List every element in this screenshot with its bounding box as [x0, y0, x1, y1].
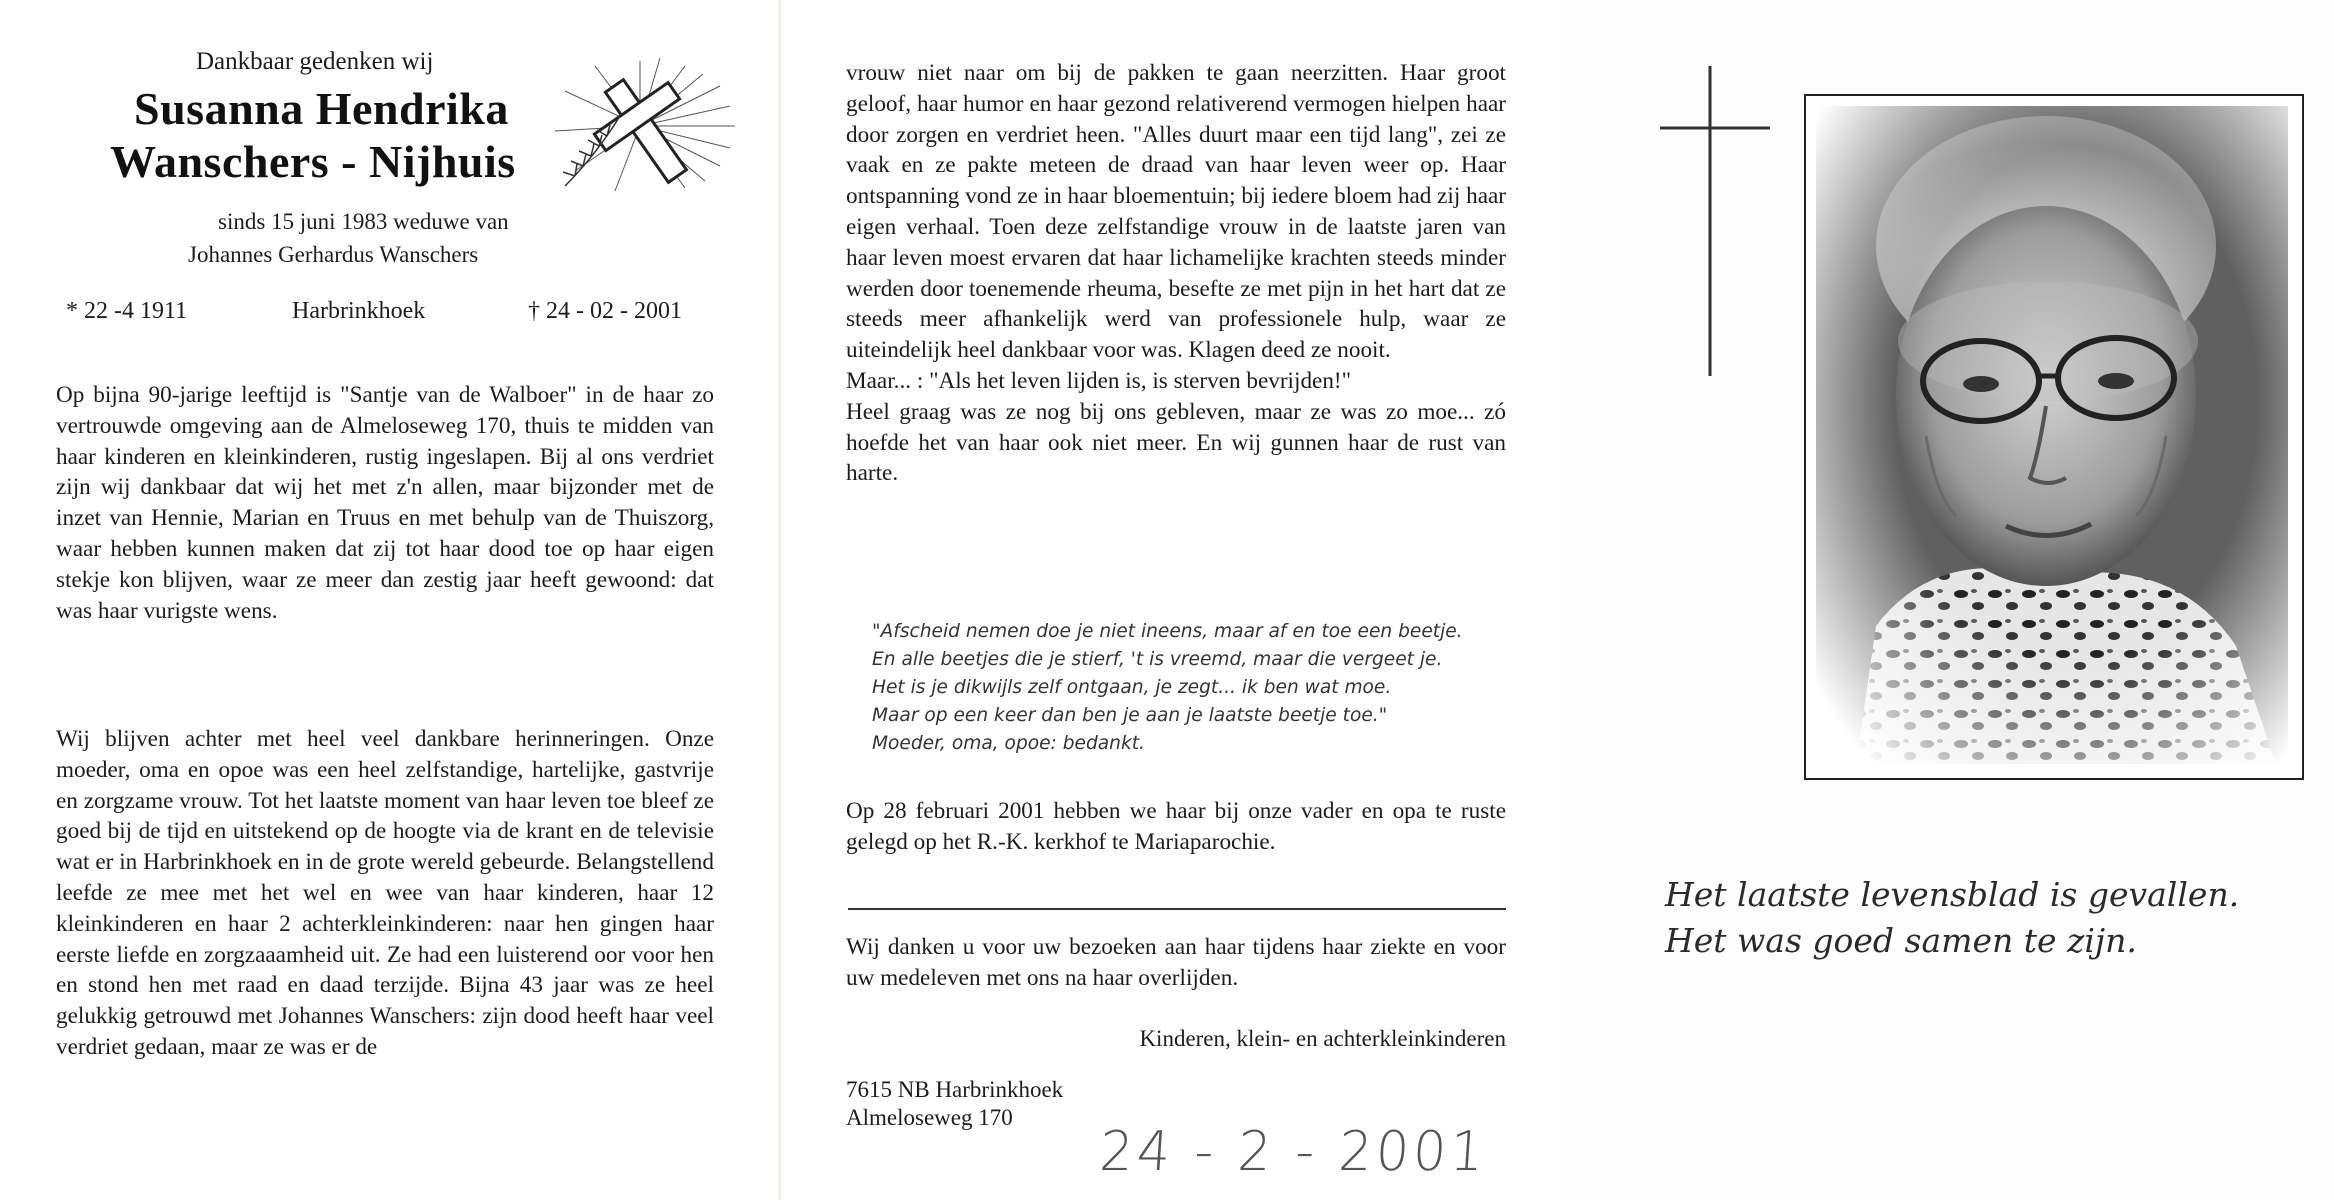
poem-line: "Afscheid nemen doe je niet ineens, maar af en toe een beetje. [872, 621, 1463, 642]
quote-line: Maar... : "Als het leven lijden is, is sterven bevrijden!" [846, 367, 1352, 394]
death-date: † 24 - 02 - 2001 [528, 298, 682, 324]
portrait-illustration [1816, 106, 2288, 764]
closing-quote [1665, 872, 2239, 964]
poem-line: Maar op een keer dan ben je aan je laatste beetje toe." [872, 705, 1388, 726]
paragraph-life [846, 58, 1506, 489]
portrait-photo-frame [1804, 94, 2304, 780]
paragraph-text: Heel graag was ze nog bij ons gebleven, maar ze was zo moe... zó hoefde het van haar ook niet meer. En wij gunnen haar de rust van harte. [846, 398, 1506, 487]
middle-panel [780, 0, 1560, 1200]
handwritten-date: 24 - 2 - 2001 [1097, 1120, 1490, 1184]
deceased-name-first: Susanna Hendrika [134, 83, 509, 134]
portrait-photo [1816, 106, 2292, 768]
deceased-name-last: Wanschers - Nijhuis [110, 136, 516, 187]
farewell-poem [872, 618, 1463, 758]
spouse-name: Johannes Gerhardus Wanschers [188, 242, 479, 267]
right-panel [1560, 0, 2334, 1200]
address [846, 1076, 1063, 1132]
paragraph-text: Op bijna 90-jarige leeftijd is "Santje van de Walboer" in de haar zo vertrouwde omgeving aan de Almeloseweg 170, thuis te midden van haar kinderen en kleinkinderen, rustig ingeslapen. Bij al ons verdriet zijn wij dankbaar dat wij het met z'n allen, maar bijzonder met de inzet van Hennie, Marian en Truus en met behulp van de Thuiszorg, waar hebben kunnen maken dat zij tot haar dood toe op haar eigen stekje kon blijven, waar ze meer dan zestig jaar heeft gewoond: dat was haar vurigste wens. [56, 382, 714, 624]
poem-line: En alle beetjes die je stierf, 't is vreemd, maar die vergeet je. [872, 649, 1443, 670]
paragraph-burial [846, 796, 1506, 858]
quote-line: Het was goed samen te zijn. [1665, 921, 2137, 960]
birth-date: * 22 -4 1911 [66, 298, 188, 324]
paragraph-passing [56, 380, 714, 626]
quote-line: Het laatste levensblad is gevallen. [1665, 875, 2240, 914]
paragraph-memories [56, 724, 714, 1063]
paragraph-text: vrouw niet naar om bij de pakken te gaan neerzitten. Haar groot geloof, haar humor en haar gezond relativerend vermogen hielpen haar door zorgen en verdriet heen. "Alles duurt maar een tijd lang", zei ze vaak en ze pakte meteen de draad van haar leven weer op. Haar ontspanning vond ze in haar bloementuin; bij iedere bloem had zij haar eigen verhaal. Toen deze zelfstandige vrouw in de laatste jaren van haar leven moest ervaren dat haar lichamelijke krachten steeds minder werden door toenemende rheuma, besefte ze met pijn in het hart dat ze steeds meer afhankelijk werd van professionele hulp, waar ze uiteindelijk heel dankbaar voor was. Klagen deed ze nooit. [846, 60, 1506, 364]
poem-line: Het is je dikwijls zelf ontgaan, je zegt... ik ben wat moe. [872, 677, 1392, 698]
cross-with-rays-icon [535, 56, 745, 196]
address-line: Almeloseweg 170 [846, 1105, 1013, 1130]
paragraph-thanks [846, 932, 1506, 994]
paragraph-text: Wij danken u voor uw bezoeken aan haar tijdens haar ziekte en voor uw medeleven met ons na haar overlijden. [846, 934, 1506, 991]
widow-statement [188, 205, 509, 271]
paragraph-text: Op 28 februari 2001 hebben we haar bij onze vader en opa te ruste gelegd op het R.-K. kerkhof te Mariaparochie. [846, 798, 1506, 855]
poem-line: Moeder, oma, opoe: bedankt. [872, 733, 1145, 754]
paragraph-text: Wij blijven achter met heel veel dankbare herinneringen. Onze moeder, oma en opoe was een heel zelfstandige, hartelijke, gastvrije en zorgzame vrouw. Tot het laatste moment van haar leven toe bleef ze goed bij de tijd en uitstekend op de hoogte via de krant en de televisie wat er in Harbrinkhoek en in de grote wereld gebeurde. Belangstellend leefde ze mee met het wel en wee van haar kinderen, haar 12 kleinkinderen en haar 2 achterkleinkinderen: naar hen gingen haar eerste liefde en zorgzaaamheid uit. Ze had een luisterend oor voor hen en stond hen met raad en daad terzijde. Bijna 43 jaar was ze heel gelukkig getrouwd met Johannes Wanschers: zijn dood heeft haar veel verdriet gedaan, maar ze was er de [56, 726, 714, 1060]
left-panel [0, 0, 780, 1200]
signature: Kinderen, klein- en achterkleinkinderen [1139, 1026, 1506, 1051]
divider [848, 908, 1506, 910]
intro-text: Dankbaar gedenken wij [196, 48, 434, 75]
address-line: 7615 NB Harbrinkhoek [846, 1077, 1064, 1102]
widow-line: sinds 15 juni 1983 weduwe van [218, 209, 509, 234]
place-name: Harbrinkhoek [292, 298, 426, 324]
cross-icon [1660, 66, 1770, 376]
